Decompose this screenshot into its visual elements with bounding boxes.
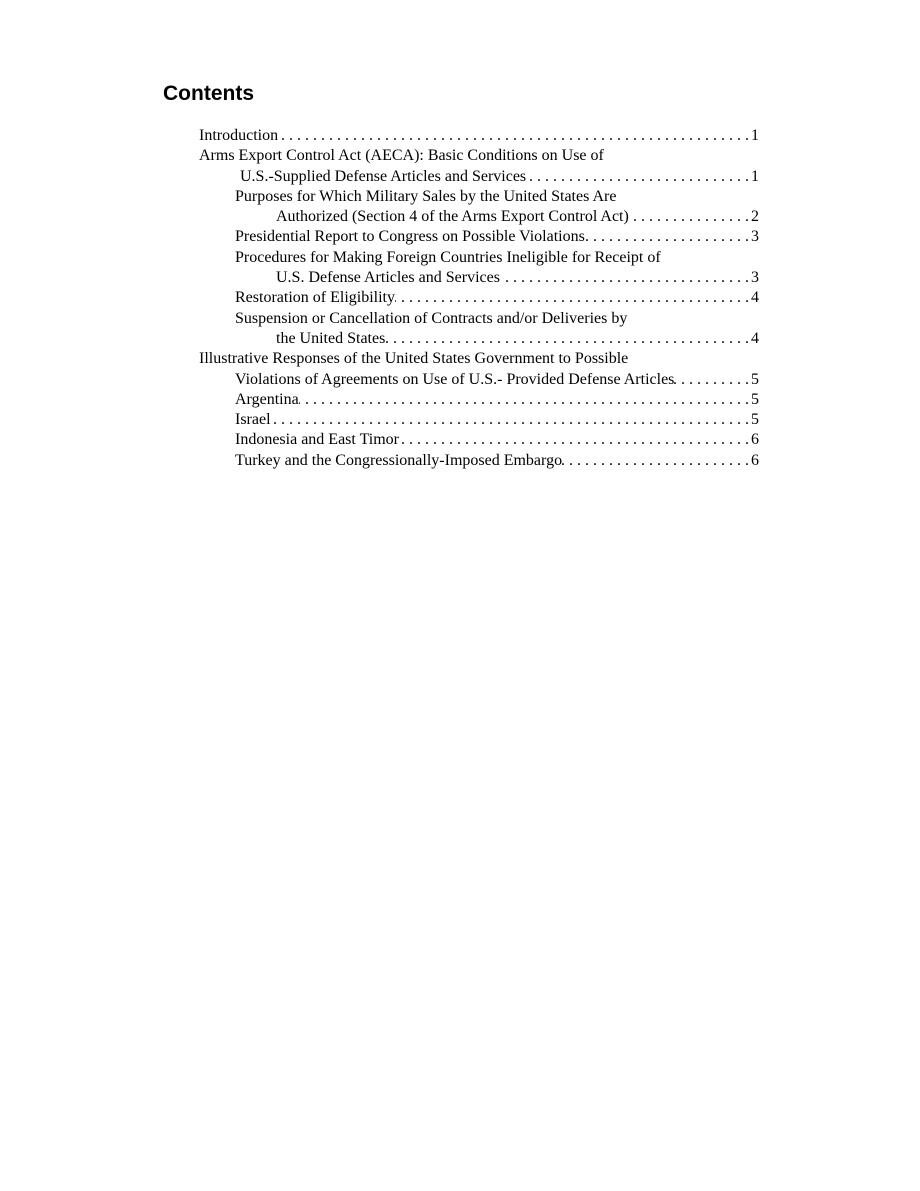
toc-entry-text: the United States: [276, 329, 386, 347]
toc-entry-text: Illustrative Responses of the United States Government to Possible: [199, 350, 629, 368]
toc-entry-turkey[interactable]: [199, 451, 759, 471]
toc-entry-text: Suspension or Cancellation of Contracts and/or Deliveries by: [235, 309, 628, 327]
dot-leader: [562, 451, 751, 471]
toc-page-number: 6: [751, 451, 759, 469]
toc-entry-text: Turkey and the Congressionally-Imposed Embargo: [235, 451, 563, 469]
dot-leader: [629, 207, 751, 227]
dot-leader: [385, 329, 751, 349]
toc-entry-illustrative-responses[interactable]: [199, 349, 759, 390]
toc-page-number: 5: [751, 390, 759, 408]
toc-entry-text: U.S.-Supplied Defense Articles and Services: [240, 167, 527, 185]
page-title: Contents: [163, 82, 254, 105]
toc-entry-text: Violations of Agreements on Use of U.S.- Provided Defense Articles: [235, 370, 675, 388]
toc-entry-text: Purposes for Which Military Sales by the United States Are: [235, 187, 617, 205]
toc-entry-introduction[interactable]: [199, 126, 759, 146]
toc-page-number: 5: [751, 411, 759, 429]
table-of-contents: [199, 126, 759, 471]
toc-page-number: 4: [751, 329, 759, 347]
toc-entry-purposes[interactable]: [199, 187, 759, 228]
toc-entry-text: U.S. Defense Articles and Services: [276, 269, 500, 287]
toc-entry-presidential-report[interactable]: [199, 227, 759, 247]
toc-entry-text: Authorized (Section 4 of the Arms Export Control Act): [276, 208, 629, 226]
toc-entry-text: Israel: [235, 411, 271, 429]
toc-entry-suspension[interactable]: [199, 309, 759, 350]
toc-entry-text: Argentina: [235, 390, 299, 408]
toc-entry-text: Arms Export Control Act (AECA): Basic Conditions on Use of: [199, 147, 604, 165]
toc-page-number: 5: [751, 370, 759, 388]
toc-page-number: 4: [751, 289, 759, 307]
toc-page-number: 3: [751, 269, 759, 287]
dot-leader: [585, 227, 751, 247]
toc-entry-text: Restoration of Eligibility: [235, 289, 395, 307]
toc-entry-israel[interactable]: [199, 410, 759, 430]
toc-entry-text: Procedures for Making Foreign Countries Ineligible for Receipt of: [235, 248, 661, 266]
dot-leader: [500, 268, 751, 288]
dot-leader: [299, 390, 751, 410]
toc-entry-text: Introduction: [199, 127, 279, 144]
toc-entry-procedures[interactable]: [199, 248, 759, 289]
toc-page-number: 2: [751, 208, 759, 226]
toc-page-number: 1: [751, 127, 759, 144]
dot-leader: [271, 410, 751, 430]
toc-page-number: 1: [751, 167, 759, 185]
toc-entry-aeca[interactable]: [199, 146, 759, 187]
dot-leader: [278, 126, 751, 146]
toc-entry-indonesia[interactable]: [199, 430, 759, 450]
dot-leader: [399, 430, 751, 450]
toc-page-number: 6: [751, 431, 759, 449]
toc-page-number: 3: [751, 228, 759, 246]
dot-leader: [395, 288, 751, 308]
toc-entry-text: Presidential Report to Congress on Possible Violations: [235, 228, 585, 246]
toc-entry-restoration[interactable]: [199, 288, 759, 308]
dot-leader: [674, 370, 751, 390]
toc-entry-text: Indonesia and East Timor: [235, 431, 399, 449]
toc-entry-argentina[interactable]: [199, 390, 759, 410]
dot-leader: [526, 167, 751, 187]
